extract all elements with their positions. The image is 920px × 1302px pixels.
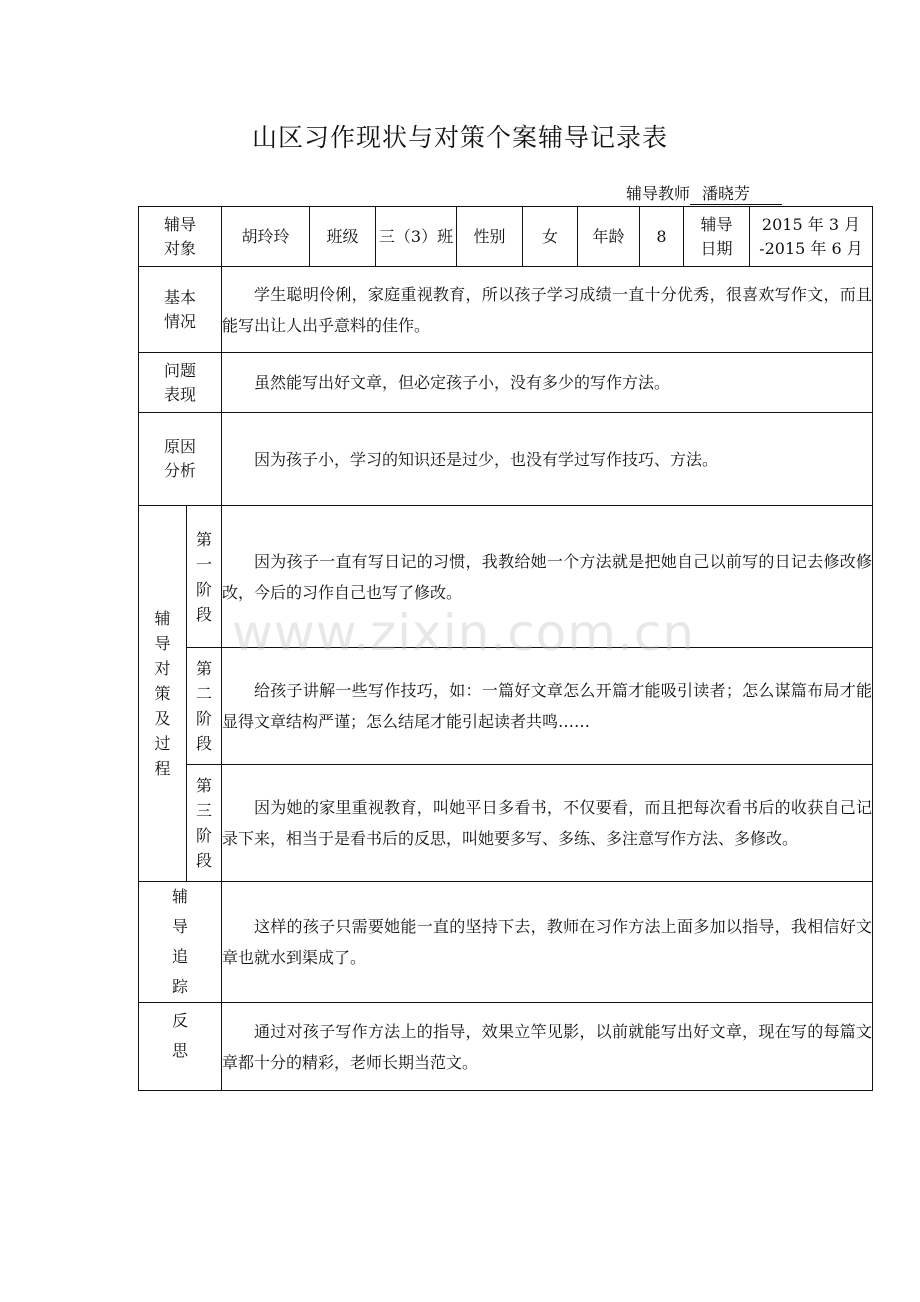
stage-1-text: 因为孩子一直有写日记的习惯，我教给她一个方法就是把她自己以前写的日记去修改修改，今后的习作自己也写了修改。 — [222, 506, 873, 648]
reflection-row — [139, 1003, 873, 1091]
class-value: 三（3）班 — [376, 207, 457, 267]
stage-label-char: 一 — [196, 554, 213, 574]
stage-2-text: 给孩子讲解一些写作技巧，如：一篇好文章怎么开篇才能吸引读者；怎么谋篇布局才能显得文章结构严谨；怎么结尾才能引起读者共鸣…… — [222, 648, 873, 765]
strategy-label-char: 及 — [154, 709, 171, 728]
stage-1-row — [139, 506, 873, 648]
basic-label-cell — [139, 267, 222, 353]
strategy-label-char: 程 — [154, 759, 171, 778]
strategy-label-char: 过 — [154, 734, 171, 753]
cause-text: 因为孩子小，学习的知识还是过少，也没有学过写作技巧、方法。 — [222, 413, 873, 506]
stage-label-char: 第 — [196, 659, 213, 678]
cause-label-1: 原因 — [164, 437, 197, 456]
date-value-2: -2015 年 6 月 — [759, 238, 863, 258]
strategy-label-char: 策 — [154, 684, 171, 703]
stage-label-char: 第 — [196, 529, 213, 549]
subject-label-1: 辅导 — [164, 214, 197, 234]
date-label-2: 日期 — [700, 238, 733, 258]
basic-label-1: 基本 — [164, 287, 197, 307]
stage-1-label — [187, 506, 222, 648]
age-value: 8 — [640, 207, 684, 267]
basic-text: 学生聪明伶俐，家庭重视教育，所以孩子学习成绩一直十分优秀，很喜欢写作文，而且能写出让人出乎意料的佳作。 — [222, 267, 873, 353]
date-label-1: 辅导 — [700, 214, 733, 234]
problem-row — [139, 353, 873, 413]
student-name: 胡玲玲 — [222, 207, 310, 267]
gender-value: 女 — [523, 207, 578, 267]
problem-label-2: 表现 — [164, 384, 197, 404]
stage-2-label — [187, 648, 222, 765]
basic-row — [139, 267, 873, 353]
cause-row — [139, 413, 873, 506]
reflection-label-cell — [139, 1003, 222, 1091]
watermark: www.zixin.com.cn — [232, 604, 696, 662]
strategy-label-char: 导 — [154, 634, 171, 653]
reflection-text: 通过对孩子写作方法上的指导，效果立竿见影，以前就能写出好文章，现在写的每篇文章都十分的精彩，老师长期当范文。 — [222, 1003, 873, 1091]
stage-label-char: 阶 — [196, 709, 213, 728]
age-label: 年龄 — [578, 207, 640, 267]
stage-label-char: 阶 — [196, 826, 213, 845]
problem-text: 虽然能写出好文章，但必定孩子小，没有多少的写作方法。 — [222, 353, 873, 413]
stage-label-char: 段 — [196, 851, 213, 870]
stage-label-char: 阶 — [196, 579, 213, 599]
stage-3-text: 因为她的家里重视教育，叫她平日多看书，不仅要看，而且把每次看书后的收获自己记录下来，相当于是看书后的反思，叫她要多写、多练、多注意写作方法、多修改。 — [222, 765, 873, 882]
subject-label-cell — [139, 207, 222, 267]
stage-label-char: 二 — [196, 684, 213, 703]
tracking-label-char: 导 — [172, 917, 189, 936]
tracking-label-char: 踪 — [172, 977, 189, 996]
basic-label-2: 情况 — [164, 311, 197, 331]
tracking-label-char: 追 — [172, 947, 189, 966]
stage-label-char: 第 — [196, 776, 213, 795]
reflection-label-char: 思 — [172, 1041, 189, 1060]
tracking-label-char: 辅 — [172, 887, 189, 906]
stage-3-row — [139, 765, 873, 882]
class-label: 班级 — [310, 207, 376, 267]
stage-label-char: 段 — [196, 734, 213, 753]
reflection-label-char: 反 — [172, 1011, 189, 1030]
stage-label-char: 段 — [196, 604, 213, 624]
record-table — [138, 206, 873, 1091]
stage-label-char: 三 — [196, 801, 213, 820]
strategy-label-char: 对 — [154, 659, 171, 678]
date-value-1: 2015 年 3 月 — [761, 214, 861, 234]
tracking-row — [139, 882, 873, 1003]
teacher-line — [626, 181, 782, 205]
date-value-cell — [750, 207, 873, 267]
cause-label-cell — [139, 413, 222, 506]
subject-label-2: 对象 — [164, 238, 197, 258]
gender-label: 性别 — [457, 207, 523, 267]
stage-2-row — [139, 648, 873, 765]
tracking-text: 这样的孩子只需要她能一直的坚持下去，教师在习作方法上面多加以指导，我相信好文章也就水到渠成了。 — [222, 882, 873, 1003]
tracking-label-cell — [139, 882, 222, 1003]
page-title: 山区习作现状与对策个案辅导记录表 — [251, 123, 668, 152]
strategy-label-char: 辅 — [154, 609, 171, 628]
teacher-name: 潘晓芳 — [690, 184, 782, 205]
teacher-label: 辅导教师 — [625, 184, 690, 203]
problem-label-cell — [139, 353, 222, 413]
cause-label-2: 分析 — [164, 461, 197, 480]
problem-label-1: 问题 — [164, 360, 197, 380]
header-row — [139, 207, 873, 267]
stage-3-label — [187, 765, 222, 882]
strategy-label-cell — [139, 506, 187, 882]
date-label-cell — [684, 207, 750, 267]
